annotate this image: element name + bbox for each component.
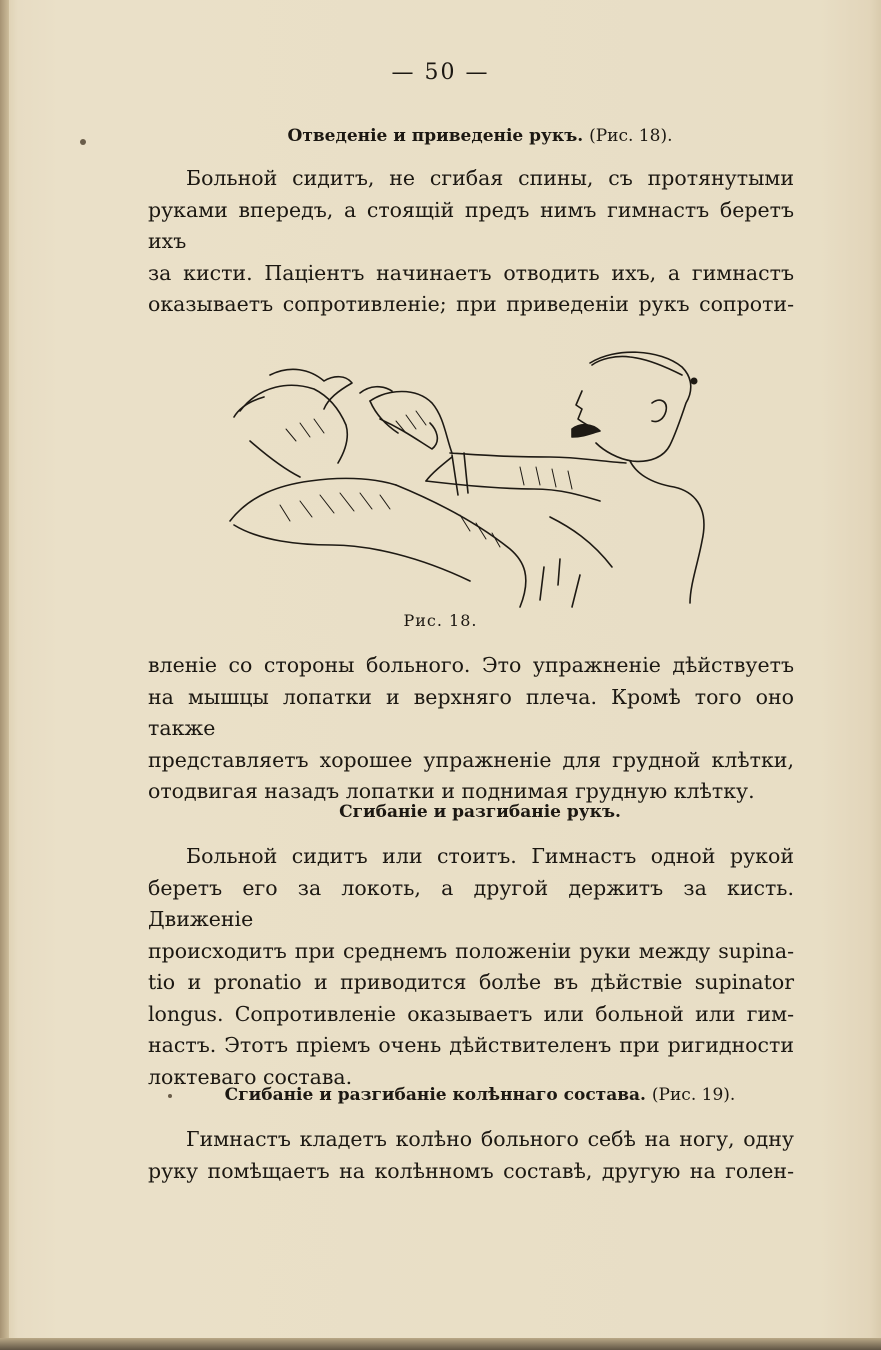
text-line: локтеваго состава.: [148, 1064, 353, 1089]
text-line: отодвигая назадъ лопатки и поднимая грудную клѣтку.: [148, 779, 755, 803]
heading-text: Отведенiе и приведенiе рукъ.: [287, 126, 584, 146]
text-line: настъ. Этотъ прiемъ очень дѣйствителенъ при ригидности: [148, 1033, 794, 1057]
paragraph-abduction-continued: [148, 650, 794, 808]
text-line: Больной сидитъ, не сгибая спины, съ протянутыми: [186, 166, 794, 190]
text-line: руку помѣщаетъ на колѣнномъ составѣ, другую на голен-: [148, 1158, 794, 1183]
text-line: оказываетъ сопротивленiе; при приведенiи рукъ сопроти-: [148, 292, 794, 316]
text-line: беретъ его за локоть, а другой держитъ за кисть. Движенiе: [148, 875, 794, 931]
text-line: на мышцы лопатки и верхняго плеча. Кромѣ того оно также: [148, 684, 794, 740]
paragraph-knee: [148, 1124, 794, 1187]
text-line: Больной сидитъ или стоитъ. Гимнастъ одной рукой: [186, 844, 794, 868]
section-heading-knee: [140, 1085, 820, 1105]
figure-caption: Рис. 18.: [403, 611, 478, 630]
text-line: за кисти. Пацiентъ начинаетъ отводить ихъ, а гимнастъ: [148, 260, 794, 285]
heading-text: Сгибанiе и разгибанiе колѣннаго состава.: [224, 1085, 646, 1105]
text-line: longus. Сопротивленiе оказываетъ или больной или гим-: [148, 1001, 794, 1026]
text-line: Гимнастъ кладетъ колѣно больного себѣ на ногу, одну: [186, 1127, 794, 1151]
text-line: руками впередъ, а стоящiй предъ нимъ гимнастъ беретъ ихъ: [148, 197, 794, 253]
margin-mark: [80, 139, 86, 145]
section-heading-elbow: Сгибанiе и разгибанiе рукъ.: [339, 802, 621, 822]
text-line: представляетъ хорошее упражненiе для грудной клѣтки,: [148, 747, 794, 772]
page-binding-edge: [0, 0, 9, 1350]
paragraph-abduction: [148, 163, 794, 321]
page-number: — 50 —: [391, 60, 490, 85]
section-heading-abduction: [140, 126, 820, 146]
engraving-arms-exercise: [220, 345, 720, 610]
figure-18-illustration: [220, 345, 720, 610]
text-line: tio и pronatio и приводится болѣе въ дѣйствiе supinator: [148, 970, 794, 994]
page-bottom-edge: [0, 1338, 881, 1350]
figure-reference: (Рис. 19).: [651, 1085, 736, 1105]
paragraph-elbow: [148, 841, 794, 1093]
text-line: вленiе со стороны больного. Это упражненiе дѣйствуетъ: [148, 653, 794, 677]
text-line: происходитъ при среднемъ положенiи руки между supina-: [148, 938, 794, 963]
figure-reference: (Рис. 18).: [589, 126, 673, 146]
